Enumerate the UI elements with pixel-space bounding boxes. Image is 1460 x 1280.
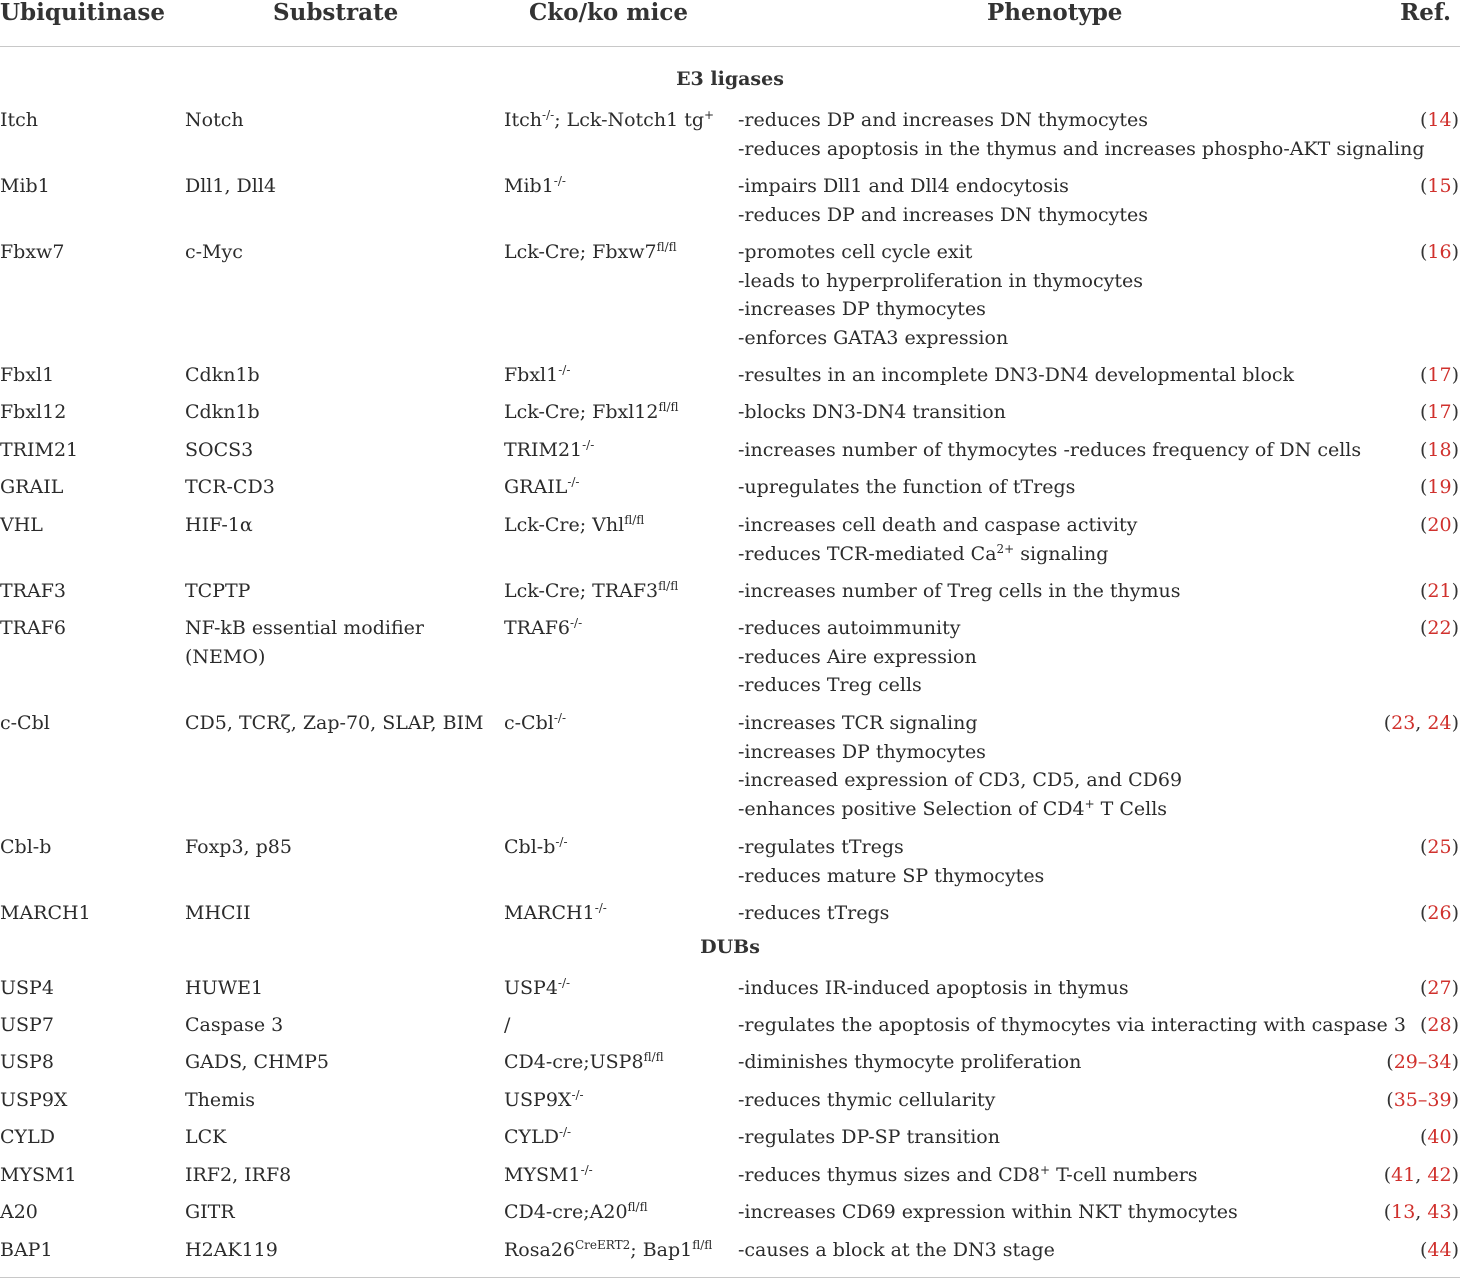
substrate-line: Dll1, Dll4 xyxy=(185,175,277,197)
substrate-line: Notch xyxy=(185,109,244,131)
phenotype-line: -leads to hyperproliferation in thymocytes xyxy=(738,269,1143,292)
header-ref: Ref. xyxy=(1400,0,1451,26)
cell-mice: Itch-/-; Lck-Notch1 tg+ xyxy=(504,108,715,131)
ref-link[interactable]: 42 xyxy=(1427,1164,1452,1186)
cell-phenotype xyxy=(738,106,1425,163)
cell-substrate xyxy=(185,1048,329,1077)
cell-mice: USP4-/- xyxy=(504,976,571,999)
phenotype-line: -reduces thymus sizes and CD8+ T-cell numbers xyxy=(738,1163,1198,1186)
ref-link[interactable]: 15 xyxy=(1427,175,1452,197)
cell-ubiquitinase: TRAF3 xyxy=(0,580,66,602)
phenotype-line: -increases CD69 expression within NKT thymocytes xyxy=(738,1201,1238,1223)
cell-ubiquitinase: Cbl-b xyxy=(0,836,52,858)
cell-substrate xyxy=(185,1123,226,1152)
cell-mice: / xyxy=(504,1014,511,1036)
phenotype-line: -increases cell death and caspase activity xyxy=(738,514,1138,536)
cell-mice: TRAF6-/- xyxy=(504,616,583,639)
cell-mice: c-Cbl-/- xyxy=(504,711,566,734)
substrate-line: Themis xyxy=(185,1089,255,1111)
cell-substrate xyxy=(185,833,292,862)
cell-phenotype xyxy=(738,577,1181,606)
phenotype-line: -regulates the apoptosis of thymocytes via interacting with caspase 3 xyxy=(738,1014,1406,1036)
cell-ubiquitinase: MARCH1 xyxy=(0,902,91,924)
phenotype-line: -enhances positive Selection of CD4+ T Cells xyxy=(738,796,1168,820)
cell-ubiquitinase: USP8 xyxy=(0,1051,54,1073)
ref-link[interactable]: 43 xyxy=(1427,1201,1452,1223)
cell-mice: Fbxl1-/- xyxy=(504,363,571,386)
cell-substrate xyxy=(185,1198,235,1227)
table-header xyxy=(0,0,1460,47)
cell-ubiquitinase: TRIM21 xyxy=(0,439,79,461)
cell-ubiquitinase: TRAF6 xyxy=(0,617,66,639)
substrate-line: GITR xyxy=(185,1201,235,1223)
substrate-line: IRF2, IRF8 xyxy=(185,1164,292,1186)
substrate-line: TCPTP xyxy=(185,580,251,602)
phenotype-line: -regulates tTregs xyxy=(738,836,904,858)
cell-substrate xyxy=(185,577,250,606)
substrate-line: c-Myc xyxy=(185,241,243,263)
substrate-line: NF-kB essential modifier xyxy=(185,617,424,639)
cell-phenotype xyxy=(738,1048,1081,1077)
ref-link[interactable]: 20 xyxy=(1427,514,1452,536)
cell-ref: (14) xyxy=(1419,109,1459,131)
cell-ref: (29–34) xyxy=(1386,1051,1459,1073)
cell-ubiquitinase: c-Cbl xyxy=(0,712,50,734)
phenotype-line: -reduces autoimmunity xyxy=(738,617,961,639)
substrate-line: SOCS3 xyxy=(185,439,254,461)
substrate-line: GADS, CHMP5 xyxy=(185,1051,329,1073)
substrate-line: CD5, TCRζ, Zap-70, SLAP, BIM xyxy=(185,712,484,734)
phenotype-line: -increases number of thymocytes -reduces frequency of DN cells xyxy=(738,439,1362,461)
cell-ref: (23, 24) xyxy=(1383,712,1459,734)
cell-substrate xyxy=(185,1236,278,1265)
ref-link[interactable]: 40 xyxy=(1427,1126,1452,1148)
cell-mice: MYSM1-/- xyxy=(504,1163,593,1186)
substrate-line: (NEMO) xyxy=(185,645,266,668)
cell-substrate xyxy=(185,238,243,267)
phenotype-line: -regulates DP-SP transition xyxy=(738,1126,1000,1148)
cell-ref: (20) xyxy=(1419,514,1459,536)
substrate-line: Foxp3, p85 xyxy=(185,836,292,858)
cell-substrate xyxy=(185,1161,291,1190)
phenotype-line: -impairs Dll1 and Dll4 endocytosis xyxy=(738,175,1069,197)
cell-phenotype xyxy=(738,833,1044,890)
cell-mice: Lck-Cre; $TRAF3^{fl/fl}$ xyxy=(504,579,679,602)
cell-substrate xyxy=(185,709,484,738)
cell-ref: (44) xyxy=(1419,1239,1459,1261)
cell-phenotype xyxy=(738,1086,995,1115)
cell-ref: (21) xyxy=(1419,580,1459,602)
cell-mice: $CD4-cre;A20^{fl/fl}$ xyxy=(504,1200,648,1223)
cell-mice: MARCH1-/- xyxy=(504,901,607,924)
ref-link[interactable]: 27 xyxy=(1427,977,1452,999)
cell-ubiquitinase: MYSM1 xyxy=(0,1164,77,1186)
cell-substrate xyxy=(185,614,424,671)
cell-substrate xyxy=(185,1011,283,1040)
phenotype-line: -increases DP thymocytes xyxy=(738,740,986,763)
cell-phenotype xyxy=(738,899,889,928)
cell-mice: GRAIL-/- xyxy=(504,475,580,498)
cell-substrate xyxy=(185,361,260,390)
substrate-line: H2AK119 xyxy=(185,1239,278,1261)
phenotype-line: -reduces DP and increases DN thymocytes xyxy=(738,109,1149,131)
cell-ref: (41, 42) xyxy=(1383,1164,1459,1186)
ref-link[interactable]: 41 xyxy=(1391,1164,1416,1186)
substrate-line: Cdkn1b xyxy=(185,364,260,386)
ref-link[interactable]: 29–34 xyxy=(1393,1051,1452,1073)
phenotype-line: -blocks DN3-DN4 transition xyxy=(738,401,1006,423)
cell-substrate xyxy=(185,398,260,427)
phenotype-line: -upregulates the function of tTregs xyxy=(738,476,1076,498)
cell-ubiquitinase: BAP1 xyxy=(0,1239,53,1261)
phenotype-line: -promotes cell cycle exit xyxy=(738,241,973,263)
ref-link[interactable]: 28 xyxy=(1427,1014,1452,1036)
cell-mice: $Rosa26^{CreERT2}$; $Bap1^{fl/fl}$ xyxy=(504,1238,713,1261)
cell-mice: $CD4-cre;USP8^{fl/fl}$ xyxy=(504,1050,664,1073)
ref-link[interactable]: 24 xyxy=(1427,712,1452,734)
cell-phenotype xyxy=(738,398,1006,427)
cell-phenotype xyxy=(738,172,1148,229)
cell-ubiquitinase: Fbxw7 xyxy=(0,241,65,263)
cell-mice: Cbl-b-/- xyxy=(504,835,568,858)
phenotype-line: -reduces DP and increases DN thymocytes xyxy=(738,203,1149,226)
phenotype-line: -diminishes thymocyte proliferation xyxy=(738,1051,1082,1073)
cell-phenotype xyxy=(738,436,1361,465)
ref-link[interactable]: 13 xyxy=(1391,1201,1416,1223)
cell-phenotype xyxy=(738,1123,1000,1152)
ref-link[interactable]: 21 xyxy=(1427,580,1452,602)
phenotype-line: -enforces GATA3 expression xyxy=(738,326,1009,349)
cell-ref: (17) xyxy=(1419,401,1459,423)
cell-ref: (16) xyxy=(1419,241,1459,263)
phenotype-line: -reduces thymic cellularity xyxy=(738,1089,996,1111)
section-title: E3 ligases xyxy=(676,68,784,90)
cell-substrate xyxy=(185,974,263,1003)
ref-link[interactable]: 35–39 xyxy=(1393,1089,1452,1111)
phenotype-line: -increases number of Treg cells in the thymus xyxy=(738,580,1181,602)
ref-link[interactable]: 25 xyxy=(1427,836,1452,858)
header-ubiquitinase: Ubiquitinase xyxy=(0,0,165,26)
cell-phenotype xyxy=(738,473,1075,502)
ref-link[interactable]: 14 xyxy=(1427,109,1452,131)
cell-ubiquitinase: Fbxl12 xyxy=(0,401,67,423)
ref-link[interactable]: 26 xyxy=(1427,902,1452,924)
cell-mice: CYLD-/- xyxy=(504,1125,572,1148)
ref-link[interactable]: 23 xyxy=(1391,712,1416,734)
phenotype-line: -increases DP thymocytes xyxy=(738,298,986,321)
substrate-line: Caspase 3 xyxy=(185,1014,284,1036)
cell-ref: (25) xyxy=(1419,836,1459,858)
ref-link[interactable]: 44 xyxy=(1427,1239,1452,1261)
phenotype-line: -increases TCR signaling xyxy=(738,712,978,734)
section-title: DUBs xyxy=(700,936,760,958)
phenotype-line: -causes a block at the DN3 stage xyxy=(738,1239,1055,1261)
cell-ubiquitinase: USP9X xyxy=(0,1089,68,1111)
cell-ubiquitinase: VHL xyxy=(0,514,43,536)
substrate-line: Cdkn1b xyxy=(185,401,260,423)
cell-phenotype xyxy=(738,238,1143,352)
cell-ref: (17) xyxy=(1419,364,1459,386)
phenotype-line: -reduces apoptosis in the thymus and increases phospho-AKT signaling xyxy=(738,137,1425,160)
cell-phenotype xyxy=(738,709,1182,823)
cell-ref: (28) xyxy=(1419,1014,1459,1036)
cell-phenotype xyxy=(738,614,977,700)
cell-ref: (26) xyxy=(1419,902,1459,924)
cell-substrate xyxy=(185,899,251,928)
substrate-line: HUWE1 xyxy=(185,977,264,999)
cell-substrate xyxy=(185,511,253,540)
cell-ref: (27) xyxy=(1419,977,1459,999)
cell-substrate xyxy=(185,1086,255,1115)
cell-phenotype xyxy=(738,1236,1055,1265)
ref-link[interactable]: 18 xyxy=(1427,439,1452,461)
phenotype-line: -reduces tTregs xyxy=(738,902,890,924)
cell-substrate xyxy=(185,106,244,135)
header-mice: Cko/ko mice xyxy=(529,0,688,26)
cell-phenotype xyxy=(738,1161,1198,1190)
cell-ref: (15) xyxy=(1419,175,1459,197)
cell-substrate xyxy=(185,473,275,502)
cell-substrate xyxy=(185,436,253,465)
cell-ubiquitinase: A20 xyxy=(0,1201,38,1223)
cell-mice: USP9X-/- xyxy=(504,1088,584,1111)
ref-link[interactable]: 22 xyxy=(1427,617,1452,639)
substrate-line: MHCII xyxy=(185,902,251,924)
cell-mice: Lck-Cre; Vhl$^{fl/fl}$ xyxy=(504,513,645,536)
phenotype-line: -reduces Aire expression xyxy=(738,645,977,668)
cell-phenotype xyxy=(738,361,1294,390)
cell-substrate xyxy=(185,172,276,201)
ref-link[interactable]: 19 xyxy=(1427,476,1452,498)
header-substrate: Substrate xyxy=(273,0,399,26)
phenotype-line: -resultes in an incomplete DN3-DN4 developmental block xyxy=(738,364,1295,386)
substrate-line: LCK xyxy=(185,1126,227,1148)
cell-ubiquitinase: Fbxl1 xyxy=(0,364,55,386)
ref-link[interactable]: 17 xyxy=(1427,401,1452,423)
cell-ref: (19) xyxy=(1419,476,1459,498)
cell-ref: (22) xyxy=(1419,617,1459,639)
cell-phenotype xyxy=(738,1198,1238,1227)
cell-ubiquitinase: Mib1 xyxy=(0,175,50,197)
cell-ubiquitinase: USP7 xyxy=(0,1014,54,1036)
cell-ref: (40) xyxy=(1419,1126,1459,1148)
phenotype-line: -reduces TCR-mediated $Ca^{2+}$ signaling xyxy=(738,541,1109,565)
cell-mice: Mib1-/- xyxy=(504,174,566,197)
phenotype-line: -induces IR-induced apoptosis in thymus xyxy=(738,977,1129,999)
substrate-line: HIF-1α xyxy=(185,514,253,536)
cell-ref: (35–39) xyxy=(1386,1089,1459,1111)
cell-ubiquitinase: Itch xyxy=(0,109,39,131)
ref-link[interactable]: 17 xyxy=(1427,364,1452,386)
cell-ref: (18) xyxy=(1419,439,1459,461)
ref-link[interactable]: 16 xyxy=(1427,241,1452,263)
header-phenotype: Phenotype xyxy=(987,0,1123,26)
cell-phenotype xyxy=(738,1011,1406,1040)
cell-mice: TRIM21-/- xyxy=(504,438,595,461)
cell-mice: Lck-Cre; $Fbxw7^{fl/fl}$ xyxy=(504,240,677,263)
phenotype-line: -increased expression of CD3, CD5, and CD69 xyxy=(738,769,1183,792)
cell-mice: Lck-Cre; $Fbxl12^{fl/fl}$ xyxy=(504,400,679,423)
cell-phenotype xyxy=(738,974,1129,1003)
phenotype-line: -reduces mature SP thymocytes xyxy=(738,864,1045,887)
cell-ref: (13, 43) xyxy=(1383,1201,1459,1223)
cell-ubiquitinase: GRAIL xyxy=(0,476,64,498)
phenotype-line: -reduces Treg cells xyxy=(738,674,922,697)
substrate-line: TCR-CD3 xyxy=(185,476,275,498)
cell-phenotype xyxy=(738,511,1137,568)
cell-ubiquitinase: CYLD xyxy=(0,1126,55,1148)
table-bottom-rule xyxy=(0,1277,1460,1278)
cell-ubiquitinase: USP4 xyxy=(0,977,54,999)
